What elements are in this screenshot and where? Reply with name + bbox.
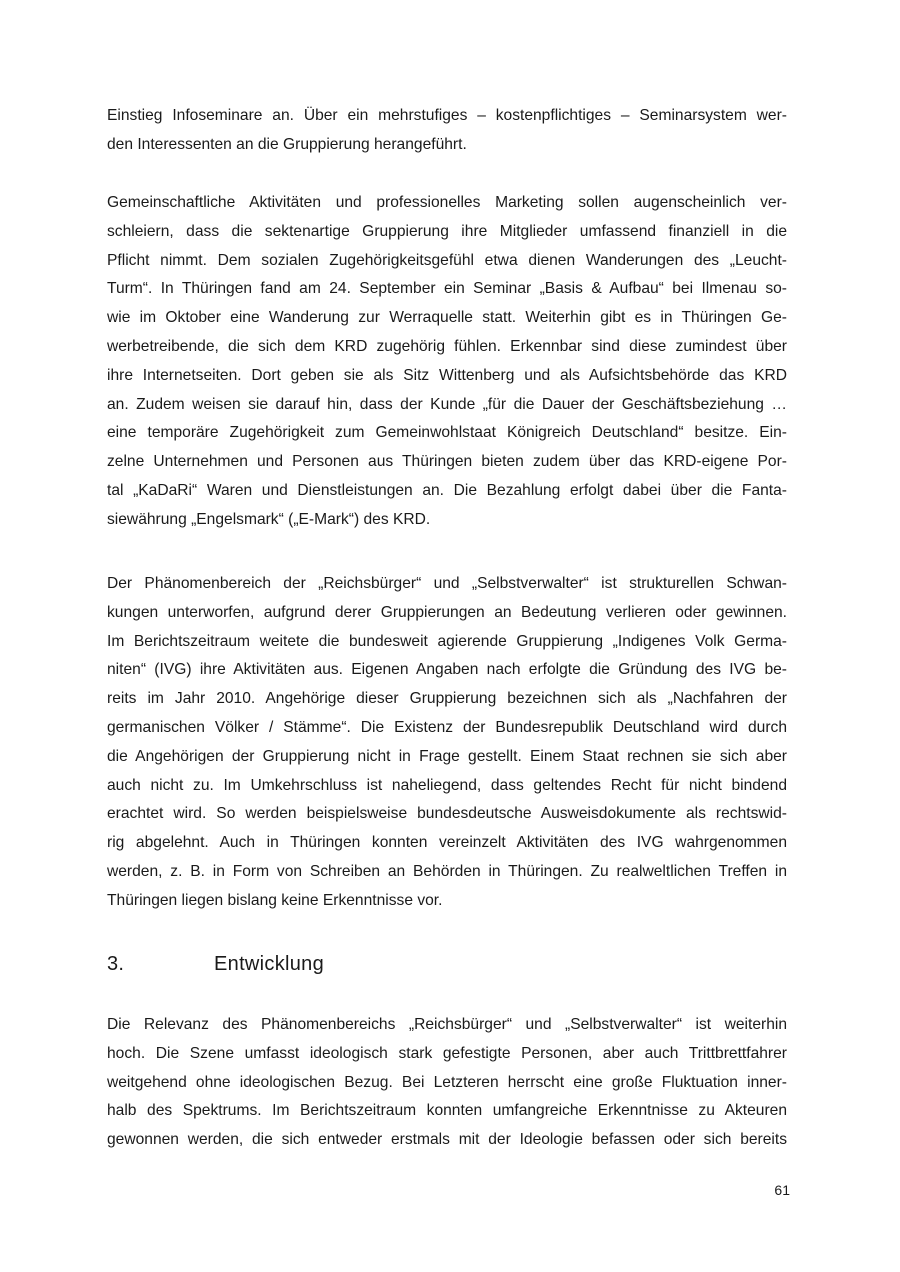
text-line: Gemeinschaftliche Aktivitäten und professionelles Marketing sollen augenscheinlich ver- (107, 194, 787, 211)
text-line: tal „KaDaRi“ Waren und Dienstleistungen an. Die Bezahlung erfolgt dabei über die Fanta- (107, 481, 787, 499)
text-line: an. Zudem weisen sie darauf hin, dass der Kunde „für die Dauer der Geschäftsbeziehung … (107, 395, 787, 413)
text-line: Turm“. In Thüringen fand am 24. September ein Seminar „Basis & Aufbau“ bei Ilmenau so- (107, 280, 787, 298)
text-line: werbetreibende, die sich dem KRD zugehörig fühlen. Erkennbar sind diese zumindest über (107, 337, 787, 355)
text-line: zelne Unternehmen und Personen aus Thüringen bieten zudem über das KRD-eigene Por- (107, 453, 787, 471)
text-line: auch nicht zu. Im Umkehrschluss ist naheliegend, dass geltendes Recht für nicht bindend (107, 776, 787, 794)
paragraph (107, 102, 787, 160)
text-line: rig abgelehnt. Auch in Thüringen konnten vereinzelt Aktivitäten des IVG wahrgenommen (107, 834, 787, 852)
text-line: erachtet wird. So werden beispielsweise bundesdeutsche Ausweisdokumente als rechtswid- (107, 805, 787, 823)
text-line: eine temporäre Zugehörigkeit zum Gemeinwohlstaat Königreich Deutschland“ besitze. Ein- (107, 424, 787, 442)
text-line: die Angehörigen der Gruppierung nicht in Frage gestellt. Einem Staat rechnen sie sich aber (107, 747, 787, 765)
text-line: Im Berichtszeitraum weitete die bundesweit agierende Gruppierung „Indigenes Volk Germa- (107, 632, 787, 650)
text-line: gewonnen werden, die sich entweder erstmals mit der Ideologie befassen oder sich bereits (107, 1131, 787, 1149)
text-line: weitgehend ohne ideologischen Bezug. Bei Letzteren herrscht eine große Fluktuation inner- (107, 1073, 787, 1091)
paragraph (107, 570, 787, 916)
text-line: Thüringen liegen bislang keine Erkenntnisse vor. (107, 891, 443, 909)
text-line: schleiern, dass die sektenartige Gruppierung ihre Mitglieder umfassend finanziell in die (107, 222, 787, 240)
text-line: germanischen Völker / Stämme“. Die Existenz der Bundesrepublik Deutschland wird durch (107, 718, 787, 736)
text-line: Der Phänomenbereich der „Reichsbürger“ und „Selbstverwalter“ ist strukturellen Schwan- (107, 575, 787, 592)
text-line: ihre Internetseiten. Dort geben sie als Sitz Wittenberg und als Aufsichtsbehörde das KRD (107, 366, 787, 384)
text-line: den Interessenten an die Gruppierung herangeführt. (107, 135, 467, 153)
page-number: 61 (774, 1182, 790, 1198)
paragraph (107, 1011, 787, 1155)
text-line: niten“ (IVG) ihre Aktivitäten aus. Eigenen Angaben nach erfolgte die Gründung des IVG be- (107, 661, 787, 679)
text-line: werden, z. B. in Form von Schreiben an Behörden in Thüringen. Zu realweltlichen Treffen in (107, 862, 787, 880)
text-line: Pflicht nimmt. Dem sozialen Zugehörigkeitsgefühl etwa dienen Wanderungen des „Leucht- (107, 251, 787, 269)
section-title: Entwicklung (214, 953, 325, 975)
text-line: wie im Oktober eine Wanderung zur Werraquelle statt. Weiterhin gibt es in Thüringen Ge- (107, 309, 787, 327)
text-line: reits im Jahr 2010. Angehörige dieser Gruppierung bezeichnen sich als „Nachfahren der (107, 690, 787, 708)
paragraph (107, 189, 787, 535)
text-line: halb des Spektrums. Im Berichtszeitraum konnten umfangreiche Erkenntnisse zu Akteuren (107, 1102, 787, 1120)
text-line: kungen unterworfen, aufgrund derer Gruppierungen an Bedeutung verlieren oder gewinnen. (107, 603, 787, 621)
section-number: 3. (107, 953, 125, 975)
text-line: siewährung „Engelsmark“ („E-Mark“) des KRD. (107, 510, 431, 528)
text-line: hoch. Die Szene umfasst ideologisch stark gefestigte Personen, aber auch Trittbrettfahrer (107, 1044, 787, 1062)
text-line: Einstieg Infoseminare an. Über ein mehrstufiges – kostenpflichtiges – Seminarsystem wer- (107, 107, 787, 124)
text-line: Die Relevanz des Phänomenbereichs „Reichsbürger“ und „Selbstverwalter“ ist weiterhin (107, 1016, 787, 1033)
